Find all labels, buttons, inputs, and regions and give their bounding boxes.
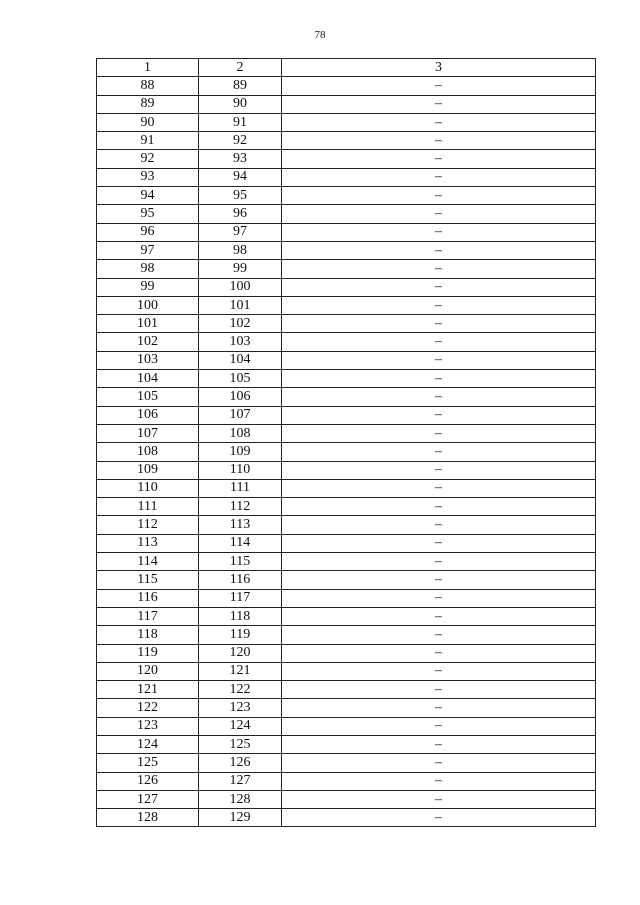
table-cell-col-1: 121 [97,681,199,699]
table-cell-col-1: 96 [97,223,199,241]
table-cell-col-3: – [282,607,596,625]
table-cell-col-2: 103 [199,333,282,351]
table-cell-col-2: 112 [199,498,282,516]
table-cell-col-2: 119 [199,626,282,644]
table-cell-col-2: 124 [199,717,282,735]
table-cell-col-2: 100 [199,278,282,296]
table-cell-col-3: – [282,498,596,516]
table-cell-col-1: 113 [97,534,199,552]
table-cell-col-2: 91 [199,113,282,131]
table-cell-col-3: – [282,790,596,808]
table-cell-col-1: 92 [97,150,199,168]
table-row [97,296,596,314]
table-cell-col-2: 114 [199,534,282,552]
table-cell-col-2: 101 [199,296,282,314]
table-row [97,534,596,552]
table-cell-col-2: 129 [199,809,282,827]
table-cell-col-2: 126 [199,754,282,772]
table-cell-col-2: 105 [199,370,282,388]
table-cell-col-3: – [282,626,596,644]
column-header-3: 3 [282,59,596,77]
table-body [97,77,596,827]
table-cell-col-1: 98 [97,260,199,278]
table-row [97,717,596,735]
table-row [97,223,596,241]
table-cell-col-3: – [282,809,596,827]
table-cell-col-1: 88 [97,77,199,95]
table-cell-col-2: 125 [199,735,282,753]
table-cell-col-2: 118 [199,607,282,625]
table-cell-col-2: 117 [199,589,282,607]
table-cell-col-1: 119 [97,644,199,662]
table-cell-col-1: 101 [97,315,199,333]
table-cell-col-3: – [282,370,596,388]
table-cell-col-1: 105 [97,388,199,406]
table-cell-col-1: 120 [97,662,199,680]
table-cell-col-1: 117 [97,607,199,625]
table-cell-col-1: 100 [97,296,199,314]
table-cell-col-1: 99 [97,278,199,296]
table-row [97,241,596,259]
table-cell-col-2: 96 [199,205,282,223]
table-cell-col-2: 104 [199,351,282,369]
table-cell-col-1: 90 [97,113,199,131]
table-row [97,516,596,534]
table-cell-col-3: – [282,113,596,131]
table-cell-col-3: – [282,168,596,186]
table-cell-col-1: 124 [97,735,199,753]
page-number: 78 [314,29,326,41]
table-cell-col-2: 98 [199,241,282,259]
table-cell-col-3: – [282,296,596,314]
column-header-2: 2 [199,59,282,77]
table-row [97,168,596,186]
table-row [97,626,596,644]
table-cell-col-3: – [282,77,596,95]
table-cell-col-3: – [282,479,596,497]
table-cell-col-3: – [282,644,596,662]
table-cell-col-3: – [282,424,596,442]
table-cell-col-3: – [282,443,596,461]
table-cell-col-3: – [282,187,596,205]
table-cell-col-1: 95 [97,205,199,223]
table-row [97,735,596,753]
table-cell-col-2: 128 [199,790,282,808]
table-cell-col-3: – [282,461,596,479]
table-cell-col-1: 106 [97,406,199,424]
table-row [97,406,596,424]
table-cell-col-2: 108 [199,424,282,442]
table-cell-col-1: 115 [97,571,199,589]
table-cell-col-3: – [282,406,596,424]
table-cell-col-1: 111 [97,498,199,516]
table-row [97,260,596,278]
table-cell-col-3: – [282,132,596,150]
table-cell-col-2: 94 [199,168,282,186]
column-header-1: 1 [97,59,199,77]
table-cell-col-2: 109 [199,443,282,461]
table-cell-col-2: 95 [199,187,282,205]
table-cell-col-1: 127 [97,790,199,808]
table-row [97,205,596,223]
table-row [97,571,596,589]
table-cell-col-1: 108 [97,443,199,461]
table-row [97,150,596,168]
table-row [97,479,596,497]
table-cell-col-2: 97 [199,223,282,241]
table-cell-col-2: 115 [199,553,282,571]
table-cell-col-3: – [282,150,596,168]
table-row [97,754,596,772]
table-cell-col-2: 102 [199,315,282,333]
table-row [97,370,596,388]
table-cell-col-3: – [282,205,596,223]
table-cell-col-3: – [282,351,596,369]
table-row [97,809,596,827]
table-row [97,77,596,95]
table-cell-col-1: 91 [97,132,199,150]
table-row [97,443,596,461]
table-cell-col-3: – [282,589,596,607]
table-cell-col-1: 110 [97,479,199,497]
table-cell-col-1: 122 [97,699,199,717]
table-cell-col-3: – [282,260,596,278]
table-cell-col-1: 128 [97,809,199,827]
table-cell-col-3: – [282,553,596,571]
table-cell-col-2: 116 [199,571,282,589]
table-row [97,681,596,699]
table-row [97,662,596,680]
table-cell-col-2: 121 [199,662,282,680]
table-cell-col-3: – [282,241,596,259]
table-cell-col-3: – [282,571,596,589]
table-cell-col-2: 107 [199,406,282,424]
table-row [97,607,596,625]
table-row [97,553,596,571]
table-row [97,187,596,205]
table-row [97,424,596,442]
table-cell-col-1: 118 [97,626,199,644]
table-row [97,333,596,351]
table-cell-col-1: 109 [97,461,199,479]
table-row [97,278,596,296]
table-row [97,498,596,516]
table-cell-col-1: 107 [97,424,199,442]
table-row [97,699,596,717]
table-cell-col-3: – [282,278,596,296]
table-row [97,388,596,406]
table-cell-col-2: 123 [199,699,282,717]
table-cell-col-2: 92 [199,132,282,150]
table-cell-col-2: 93 [199,150,282,168]
table-cell-col-1: 104 [97,370,199,388]
table-header [97,59,596,77]
table-cell-col-1: 94 [97,187,199,205]
table-cell-col-3: – [282,754,596,772]
table-cell-col-2: 106 [199,388,282,406]
table-cell-col-1: 97 [97,241,199,259]
table-cell-col-3: – [282,699,596,717]
table-cell-col-3: – [282,662,596,680]
table-cell-col-3: – [282,315,596,333]
table-cell-col-2: 99 [199,260,282,278]
table-row [97,589,596,607]
table-cell-col-3: – [282,717,596,735]
table-cell-col-1: 116 [97,589,199,607]
table-cell-col-2: 120 [199,644,282,662]
table-row [97,351,596,369]
table-cell-col-2: 111 [199,479,282,497]
table-cell-col-2: 90 [199,95,282,113]
table-cell-col-2: 113 [199,516,282,534]
table-row [97,644,596,662]
table-row [97,772,596,790]
table-row [97,315,596,333]
header-row [97,59,596,77]
data-table [96,58,596,827]
table-cell-col-1: 123 [97,717,199,735]
table-cell-col-3: – [282,681,596,699]
table-cell-col-3: – [282,95,596,113]
table-cell-col-3: – [282,333,596,351]
table-row [97,461,596,479]
table-cell-col-1: 103 [97,351,199,369]
table-row [97,113,596,131]
table-cell-col-1: 114 [97,553,199,571]
table-cell-col-2: 110 [199,461,282,479]
table-cell-col-3: – [282,516,596,534]
table-row [97,790,596,808]
table-row [97,95,596,113]
table-cell-col-1: 89 [97,95,199,113]
table-cell-col-1: 93 [97,168,199,186]
table-row [97,132,596,150]
table-cell-col-1: 112 [97,516,199,534]
table-cell-col-3: – [282,772,596,790]
table-cell-col-2: 127 [199,772,282,790]
table-cell-col-1: 126 [97,772,199,790]
table-cell-col-2: 122 [199,681,282,699]
table-cell-col-3: – [282,223,596,241]
table-cell-col-1: 102 [97,333,199,351]
table-cell-col-1: 125 [97,754,199,772]
table-cell-col-2: 89 [199,77,282,95]
table-cell-col-3: – [282,534,596,552]
table-cell-col-3: – [282,735,596,753]
table-cell-col-3: – [282,388,596,406]
